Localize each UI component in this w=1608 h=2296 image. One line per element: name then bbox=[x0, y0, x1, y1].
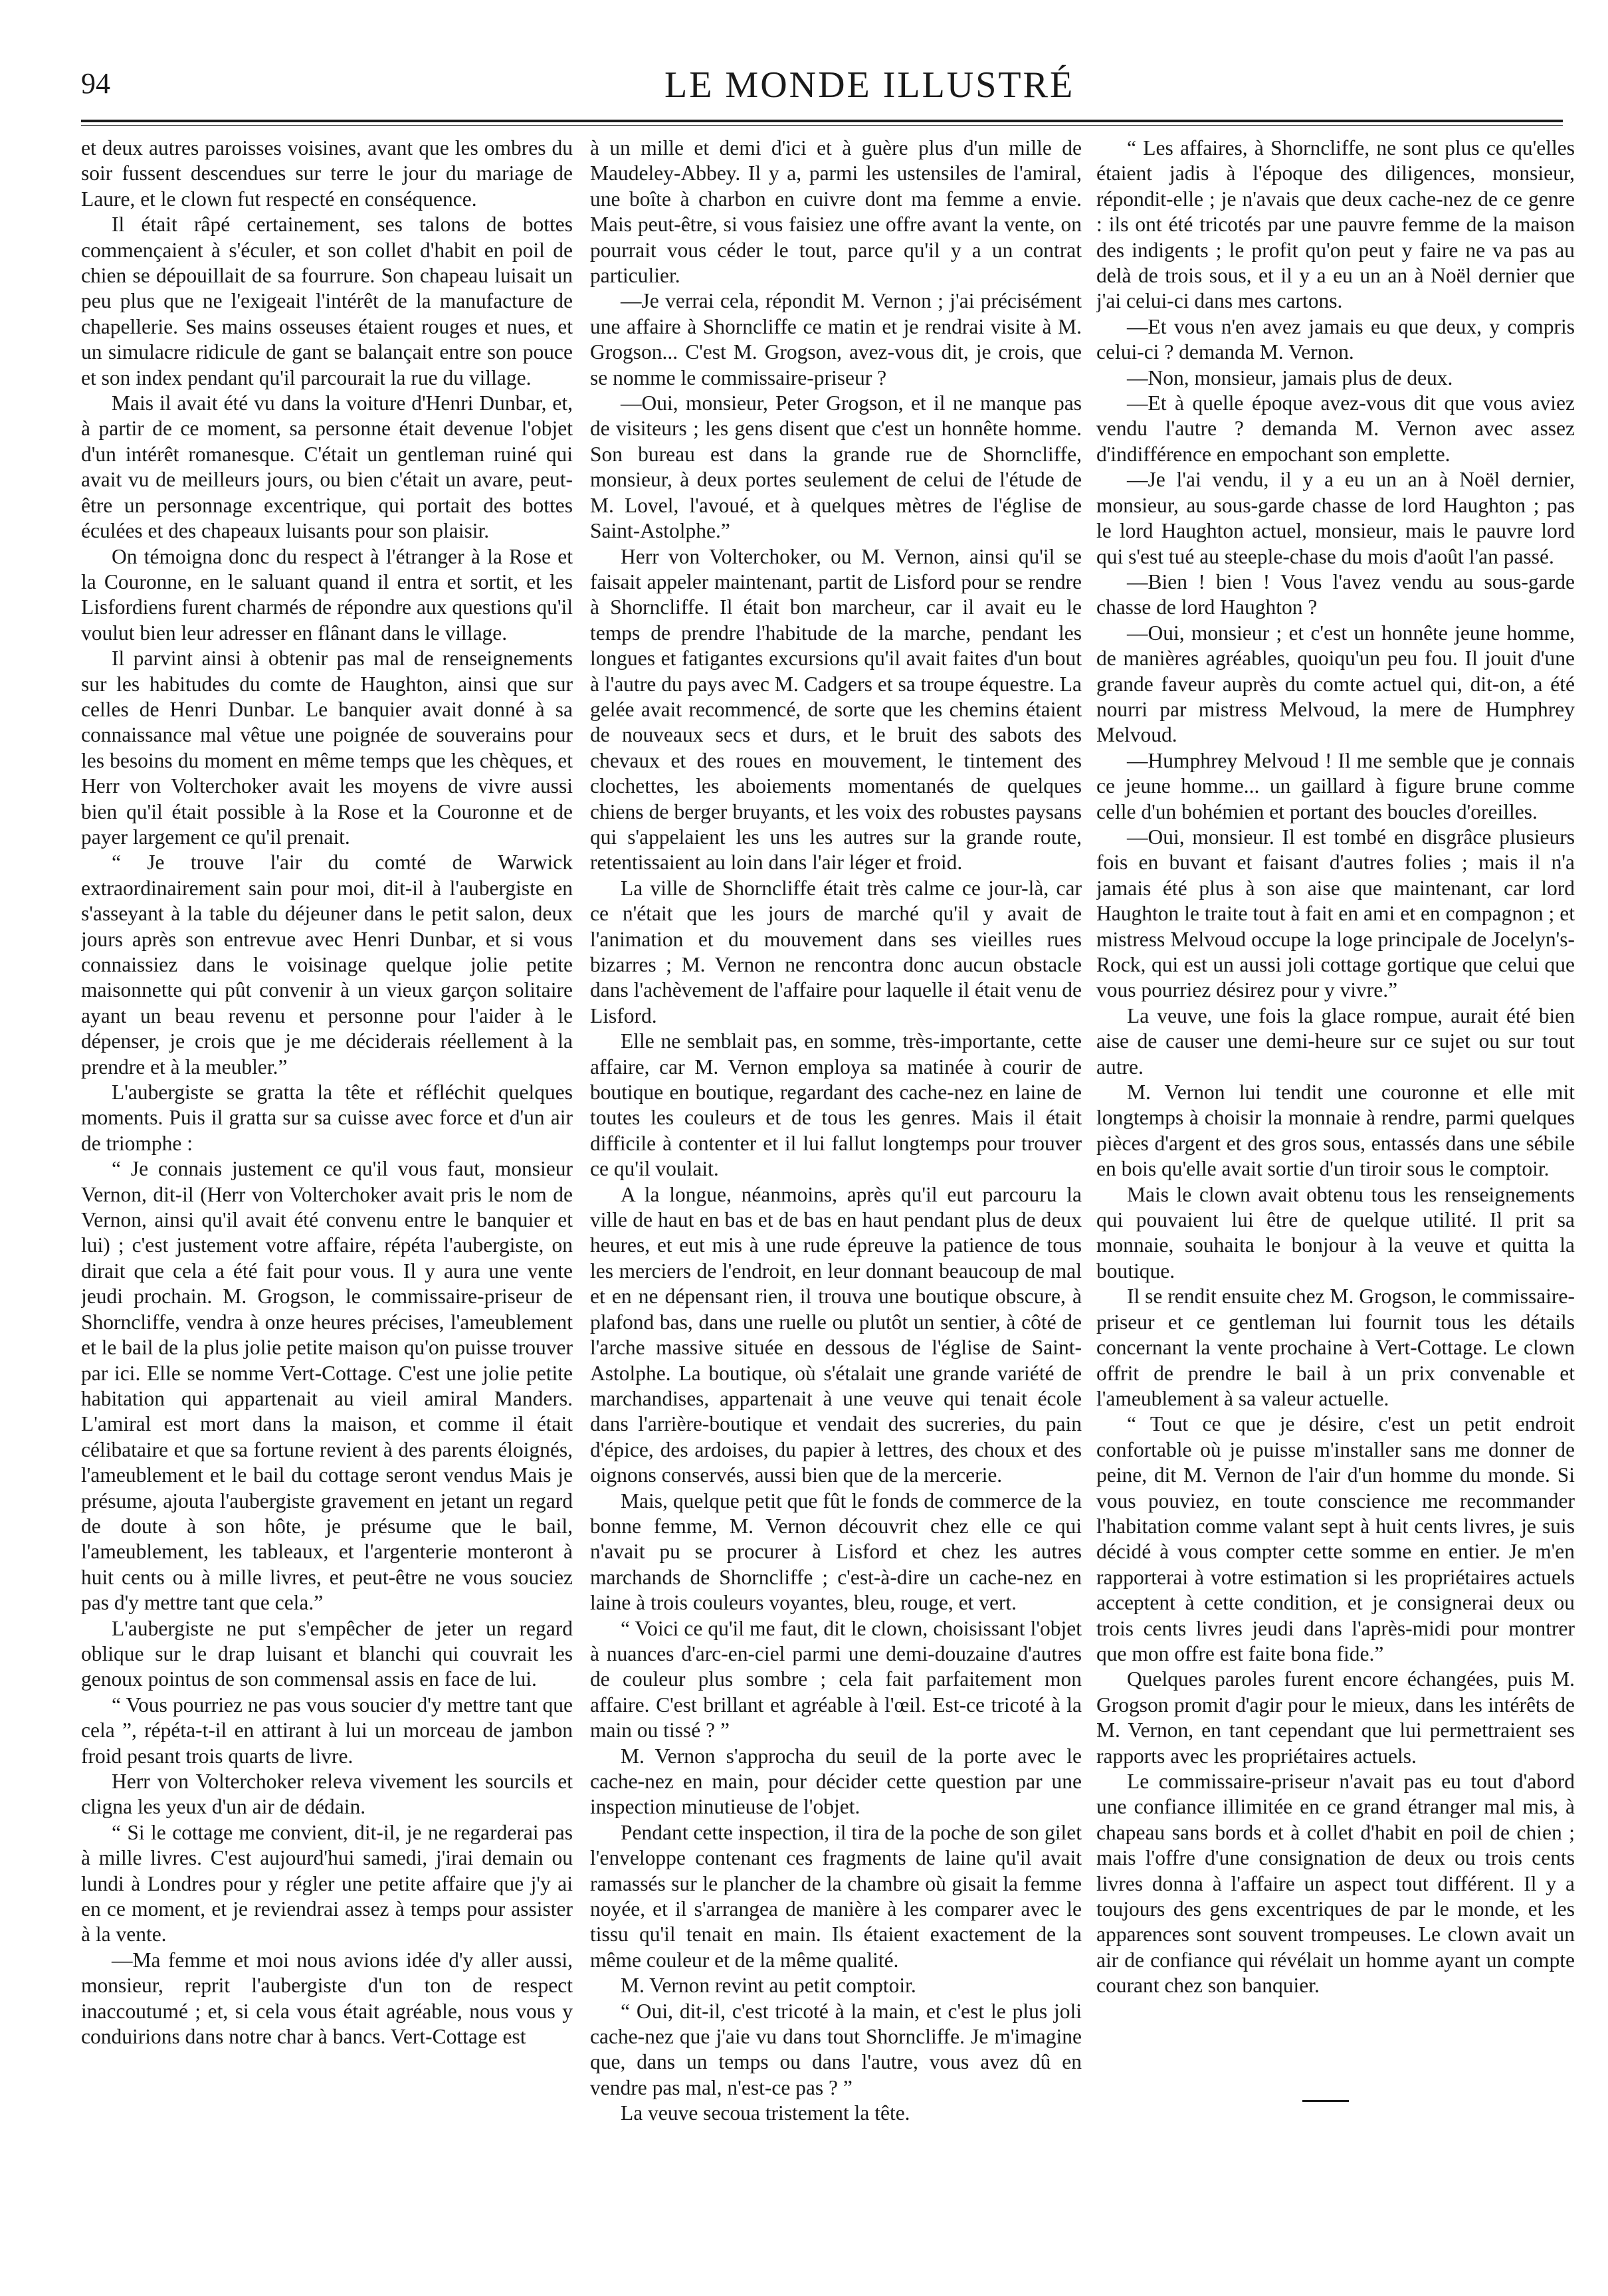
paragraph: “ Les affaires, à Shorncliffe, ne sont plus ce qu'elles étaient jadis à l'époque des diligences, monsieur, répondit-elle ; je n'avais que deux cache-nez de ce genre : ils ont été tricotés par une pauvre femme de la maison des indigents ; le profit qu'on peut y faire ne va pas au delà de trois sous, et il y a eu un an à Noël dernier que j'ai celui-ci dans mes cartons. bbox=[1096, 136, 1575, 313]
paragraph: Elle ne semblait pas, en somme, très-importante, cette affaire, car M. Vernon employa sa matinée à courir de boutique en boutique, regardant des cache-nez en laine de toutes les couleurs et de tous les genres. Mais il était difficile à contenter et il lui fallut longtemps pour trouver ce qu'il voulait. bbox=[590, 1029, 1082, 1181]
paragraph: L'aubergiste se gratta la tête et réfléchit quelques moments. Puis il gratta sur sa cuisse avec force et d'un air de triomphe : bbox=[81, 1081, 573, 1155]
paragraph: L'aubergiste ne put s'empêcher de jeter un regard oblique sur le drap luisant et blanchi qui couvrait les genoux pointus de son commensal assis en face de lui. bbox=[81, 1616, 573, 1691]
paragraph: Il parvint ainsi à obtenir pas mal de renseignements sur les habitudes du comte de Haughton, ainsi que sur celles de Henri Dunbar. Le banquier avait donné à sa connaissance mal vêtue une poignée de souverains pour les besoins du moment en même temps que les chèques, et Herr von Volterchoker avait les moyens de vivre aussi bien qu'il était possible à la Rose et la Couronne et de payer largement ce qu'il prenait. bbox=[81, 647, 573, 849]
article-end-rule bbox=[1302, 2100, 1349, 2102]
page-number: 94 bbox=[81, 67, 110, 100]
paragraph: —Ma femme et moi nous avions idée d'y aller aussi, monsieur, reprit l'aubergiste d'un ton de respect inaccoutumé ; et, si cela vous était agréable, nous vous y conduirions dans notre char à bancs. Vert-Cottage est bbox=[81, 1948, 573, 2049]
paragraph: Mais, quelque petit que fût le fonds de commerce de la bonne femme, M. Vernon découvrit chez elle ce qui n'avait pu se procurer à Lisford et chez les autres marchands de Shorncliffe ; c'est-à-dire un cache-nez en laine à trois couleurs voyantes, bleu, rouge, et vert. bbox=[590, 1489, 1082, 1615]
paragraph: La veuve secoua tristement la tête. bbox=[621, 2101, 910, 2125]
paragraph: A la longue, néanmoins, après qu'il eut parcouru la ville de haut en bas et de bas en haut pendant plus de deux heures, et eut mis à une rude épreuve la patience de tous les merciers de l'endroit, en leur donnant beaucoup de mal et en ne dépensant rien, il trouva une boutique obscure, à plafond bas, dans une ruelle ou plutôt un sentier, à côté de l'arche massive située en dessous de l'église de Saint-Astolphe. La boutique, où s'étalait une grande variété de marchandises, appartenait à une veuve qui tenait école dans l'arrière-boutique et vendait des sucreries, du pain d'épice, des ardoises, du papier à lettres, des choux et des oignons conservés, aussi bien que de la mercerie. bbox=[590, 1182, 1082, 1487]
paragraph: M. Vernon lui tendit une couronne et elle mit longtemps à choisir la monnaie à rendre, parmi quelques pièces d'argent et des gros sous, entassés dans une sébile en bois qu'elle avait sortie d'un tiroir sous le comptoir. bbox=[1096, 1081, 1575, 1181]
paragraph: —Oui, monsieur. Il est tombé en disgrâce plusieurs fois en buvant et faisant d'autres folies ; mais il n'a jamais été plus à son aise que maintenant, car lord Haughton le traite tout à fait en ami et en compagnon ; et mistress Melvoud occupe la loge principale de Jocelyn's-Rock, qui est un aussi joli cottage gortique que celui que vous pourriez désirez pour y vivre.” bbox=[1096, 825, 1575, 1002]
paragraph: “ Je connais justement ce qu'il vous faut, monsieur Vernon, dit-il (Herr von Volterchoker avait pris le nom de Vernon, ainsi qu'il avait été convenu entre le banquier et lui) ; c'est justement votre affaire, répéta l'aubergiste, on dirait que cela a été fait pour vous. Il y aura une vente jeudi prochain. M. Grogson, le commissaire-priseur de Shorncliffe, vendra à onze heures précises, l'ameublement et le bail de la plus jolie petite maison qu'on puisse trouver par ici. Elle se nomme Vert-Cottage. C'est une jolie petite habitation qui appartenait au vieil amiral Manders. L'amiral est mort dans la maison, et comme il était célibataire et que sa fortune revient à des parents éloignés, l'ameublement et le bail du cottage seront vendus Mais je présume, ajouta l'aubergiste gravement en jetant un regard de doute à son hôte, je présume que le bail, l'ameublement, les tableaux, et l'argenterie monteront à huit cents ou à mille livres, et peut-être ne vous souciez pas d'y mettre tant que cela.” bbox=[81, 1157, 573, 1615]
paragraph: —Humphrey Melvoud ! Il me semble que je connais ce jeune homme... un gaillard à figure brune comme celle d'un bohémien et portant des boucles d'oreilles. bbox=[1096, 748, 1575, 823]
paragraph: Il était râpé certainement, ses talons de bottes commençaient à s'éculer, et son collet d'habit en poil de chien se dépouillait de sa fourrure. Son chapeau luisait un peu plus que ne l'exigeait l'intérêt de la manufacture de chapellerie. Ses mains osseuses étaient rouges et nues, et un simulacre ridicule de gant se balançait entre son pouce et son index pendant qu'il parcourait la rue du village. bbox=[81, 213, 573, 389]
paragraph: “ Tout ce que je désire, c'est un petit endroit confortable où je puisse m'installer sans me donner de peine, dit M. Vernon de l'air d'un homme du monde. Si vous pouviez, en toute conscience me recommander l'habitation comme valant sept à huit cents livres, je suis décidé à vous compter cette somme en entier. Je m'en rapporterai à votre estimation si les propriétaires actuels acceptent à cette condition, et je consignerai deux ou trois cents livres jeudi dans l'après-midi pour montrer que mon offre est faite bona fide.” bbox=[1096, 1412, 1575, 1665]
paragraph: “ Vous pourriez ne pas vous soucier d'y mettre tant que cela ”, répéta-t-il en attirant à lui un morceau de jambon froid pesant trois quarts de livre. bbox=[81, 1693, 573, 1768]
paragraph: et deux autres paroisses voisines, avant que les ombres du soir fussent descendues sur terre le jour du mariage de Laure, et le clown fut respecté en conséquence. bbox=[81, 136, 573, 211]
text-column-3 bbox=[1096, 136, 1575, 2262]
paragraph: —Bien ! bien ! Vous l'avez vendu au sous-garde chasse de lord Haughton ? bbox=[1096, 570, 1575, 619]
header-rule bbox=[81, 120, 1563, 122]
paragraph: Il se rendit ensuite chez M. Grogson, le commissaire-priseur et ce gentleman lui fournit tous les détails concernant la vente prochaine à Vert-Cottage. Le clown offrit de prendre le bail à un prix convenable et l'ameublement à sa valeur actuelle. bbox=[1096, 1285, 1575, 1410]
paragraph: Herr von Volterchoker releva vivement les sourcils et cligna les yeux d'un air de dédain. bbox=[81, 1770, 573, 1819]
paragraph: —Oui, monsieur, Peter Grogson, et il ne manque pas de visiteurs ; les gens disent que c'est un honnête homme. Son bureau est dans la grande rue de Shorncliffe, monsieur, à deux portes seulement de celui de l'étude de M. Lovel, l'avoué, et à quelques mètres de l'église de Saint-Astolphe.” bbox=[590, 391, 1082, 543]
paragraph: Le commissaire-priseur n'avait pas eu tout d'abord une confiance illimitée en ce grand étranger mal mis, à chapeau sans bords et à collet d'habit en poil de chien ; mais l'offre d'une consignation de deux ou trois cents livres donna à l'affaire un aspect tout différent. Il y a toujours des gens excentriques de par le monde, et les apparences sont souvent trompeuses. Le clown avait un air de confiance qui révélait un homme ayant un compte courant chez son banquier. bbox=[1096, 1770, 1575, 1998]
paragraph: “ Oui, dit-il, c'est tricoté à la main, et c'est le plus joli cache-nez que j'aie vu dans tout Shorncliffe. Je m'imagine que, dans un temps ou dans l'autre, vous avez dû en vendre pas mal, n'est-ce pas ? ” bbox=[590, 1999, 1082, 2099]
paragraph: “ Si le cottage me convient, dit-il, je ne regarderai pas à mille livres. C'est aujourd'hui samedi, j'irai demain ou lundi à Londres pour y régler une petite affaire que j'y ai en ce moment, et je reviendrai assez à temps pour assister à la vente. bbox=[81, 1820, 573, 1946]
header-rule-thin bbox=[81, 125, 1563, 126]
paragraph: Pendant cette inspection, il tira de la poche de son gilet l'enveloppe contenant ces fragments de laine qu'il avait ramassés sur le plancher de la chambre où gisait la femme noyée, et il s'arrangea de manière à les comparer avec le tissu qu'il tenait en main. Ils étaient exactement de la même couleur et de la même qualité. bbox=[590, 1820, 1082, 1972]
paragraph: —Et vous n'en avez jamais eu que deux, y compris celui-ci ? demanda M. Vernon. bbox=[1096, 314, 1575, 364]
paragraph: Mais le clown avait obtenu tous les renseignements qui pouvaient lui être de quelque utilité. Il prit sa monnaie, souhaita le bonjour à la veuve et quitta la boutique. bbox=[1096, 1182, 1575, 1283]
paragraph: Mais il avait été vu dans la voiture d'Henri Dunbar, et, à partir de ce moment, sa personne était devenue l'objet d'un intérêt romanesque. C'était un gentleman ruiné qui avait vu de meilleurs jours, ou bien c'était un avare, peut-être un personnage excentrique, qui portait des bottes éculées et des chapeaux luisants pour son plaisir. bbox=[81, 391, 573, 543]
paragraph: —Je l'ai vendu, il y a eu un an à Noël dernier, monsieur, au sous-garde chasse de lord Haughton ; pas le lord Haughton actuel, monsieur, mais le pauvre lord qui s'est tué au steeple-chase du mois d'août l'an passé. bbox=[1096, 468, 1575, 568]
paragraph: La veuve, une fois la glace rompue, aurait été bien aise de causer une demi-heure sur ce sujet ou sur tout autre. bbox=[1096, 1003, 1575, 1079]
paragraph: La ville de Shorncliffe était très calme ce jour-là, car ce n'était que les jours de marché qu'il y avait de l'animation et du mouvement dans ses vieilles rues bizarres ; M. Vernon ne rencontra donc aucun obstacle dans l'achèvement de l'affaire pour laquelle il était venu de Lisford. bbox=[590, 876, 1082, 1027]
paragraph: On témoigna donc du respect à l'étranger à la Rose et la Couronne, en le saluant quand il entra et sortit, et les Lisfordiens furent charmés de répondre aux questions qu'il voulut bien leur adresser en flânant dans le village. bbox=[81, 544, 573, 645]
paragraph: —Non, monsieur, jamais plus de deux. bbox=[1127, 365, 1453, 389]
masthead: LE MONDE ILLUSTRÉ bbox=[664, 64, 1075, 106]
paragraph: M. Vernon s'approcha du seuil de la porte avec le cache-nez en main, pour décider cette question par une inspection minutieuse de l'objet. bbox=[590, 1744, 1082, 1819]
paragraph: à un mille et demi d'ici et à guère plus d'un mille de Maudeley-Abbey. Il y a, parmi les ustensiles de l'amiral, une boîte à charbon en cuivre dont ma femme a envie. Mais peut-être, si vous faisiez une offre avant la vente, on pourrait vous céder le tout, parce qu'il y a un contrat particulier. bbox=[590, 136, 1082, 288]
paragraph: Quelques paroles furent encore échangées, puis M. Grogson promit d'agir pour le mieux, dans les intérêts de M. Vernon, en tant cependant que lui permettraient ses rapports avec les propriétaires actuels. bbox=[1096, 1667, 1575, 1768]
paragraph: —Et à quelle époque avez-vous dit que vous aviez vendu l'autre ? demanda M. Vernon avec assez d'indifférence en empochant son emplette. bbox=[1096, 391, 1575, 466]
paragraph: “ Je trouve l'air du comté de Warwick extraordinairement sain pour moi, dit-il à l'aubergiste en s'asseyant à la table du déjeuner dans le petit salon, deux jours après son entrevue avec Henri Dunbar, et si vous connaissiez dans le voisinage quelque jolie petite maisonnette qui pût convenir à un vieux garçon solitaire ayant un beau revenu et personne pour l'aider à le dépenser, je crois que je me déciderais réellement à la prendre et à la meubler.” bbox=[81, 851, 573, 1079]
paragraph: —Oui, monsieur ; et c'est un honnête jeune homme, de manières agréables, quoiqu'un peu fou. Il jouit d'une grande faveur auprès du comte actuel qui, dit-on, a été nourri par mistress Melvoud, la mere de Humphrey Melvoud. bbox=[1096, 621, 1575, 747]
text-column-2 bbox=[590, 136, 1082, 2262]
paragraph: “ Voici ce qu'il me faut, dit le clown, choisissant l'objet à nuances d'arc-en-ciel parmi une demi-douzaine d'autres de couleur plus sombre ; cela fait parfaitement mon affaire. C'est brillant et agréable à l'œil. Est-ce tricoté à la main ou tissé ? ” bbox=[590, 1616, 1082, 1742]
paragraph: —Je verrai cela, répondit M. Vernon ; j'ai précisément une affaire à Shorncliffe ce matin et je rendrai visite à M. Grogson... C'est M. Grogson, avez-vous dit, je crois, que se nomme le commissaire-priseur ? bbox=[590, 289, 1082, 389]
paragraph: Herr von Volterchoker, ou M. Vernon, ainsi qu'il se faisait appeler maintenant, partit de Lisford pour se rendre à Shorncliffe. Il était bon marcheur, car il avait eu le temps de prendre l'habitude de la marche, pendant les longues et fatigantes excursions qu'il avait faites d'un bout à l'autre du pays avec M. Cadgers et sa troupe équestre. La gelée avait recommencé, de sorte que les chemins étaient de nouveaux secs et durs, et le bruit des sabots des chevaux et des roues en mouvement, le tintement des clochettes, les aboiements momentanés de quelques chiens de berger bruyants, et les voix des robustes paysans qui s'appelaient les uns les autres sur la grande route, retentissaient au loin dans l'air léger et froid. bbox=[590, 544, 1082, 875]
paragraph: M. Vernon revint au petit comptoir. bbox=[621, 1974, 916, 1998]
text-column-1 bbox=[81, 136, 573, 2262]
